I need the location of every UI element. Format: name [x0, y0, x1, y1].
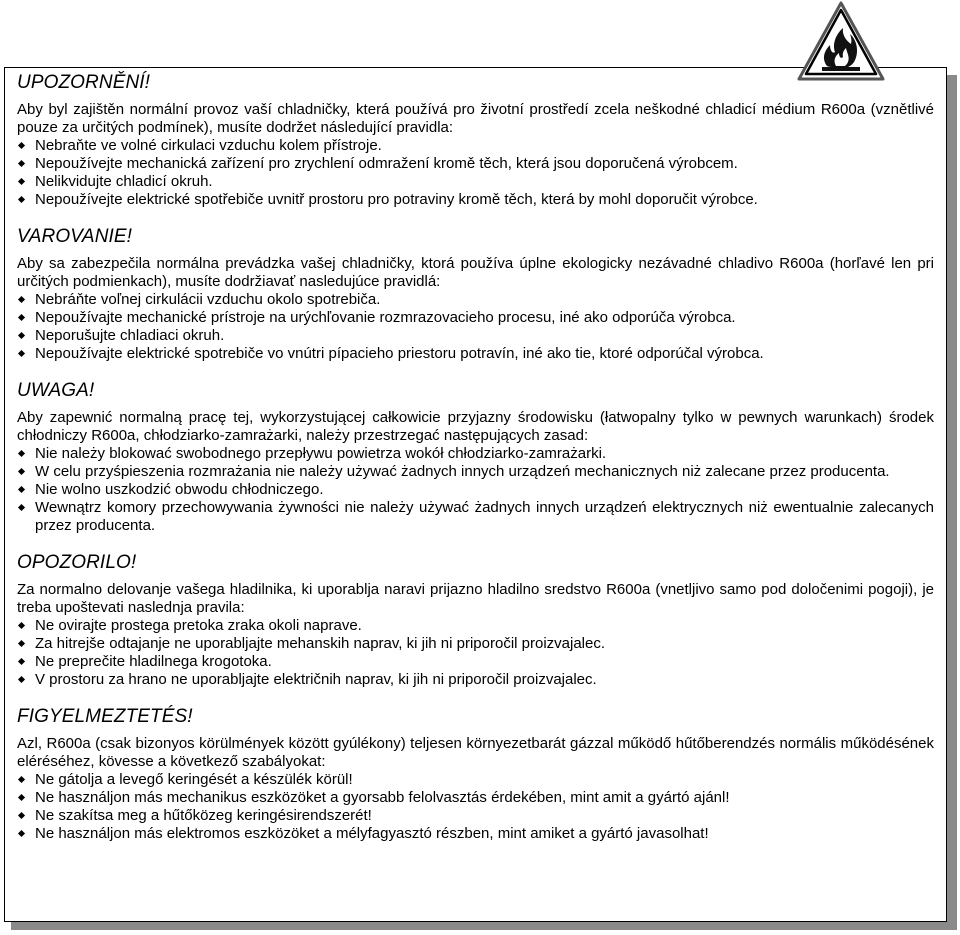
section-slovak: [17, 226, 934, 363]
list-item: Ne használjon más elektromos eszközöket a mélyfagyasztó részben, mint amiket a gyártó javasolhat!: [17, 825, 934, 843]
list-item: Ne szakítsa meg a hűtőközeg keringésirendszerét!: [17, 807, 934, 825]
section-intro: Aby byl zajištěn normální provoz vaší chladničky, která používá pro životní prostředí zcela neškodné chladicí médium R600a (vznětlivé pouze za určitých podmínek), musíte dodržet následující pravidla:: [17, 101, 934, 136]
list-item: Ne preprečite hladilnega krogotoka.: [17, 653, 934, 671]
section-hungarian: [17, 706, 934, 843]
list-item: Nepoužívajte elektrické spotrebiče vo vnútri pípacieho priestoru potravín, iné ako tie, ktoré odporúčal výrobca.: [17, 345, 934, 363]
list-item: Nebráňte voľnej cirkulácii vzduchu okolo spotrebiča.: [17, 291, 934, 309]
section-intro: Azl, R600a (csak bizonyos körülmények között gyúlékony) teljesen környezetbarát gázzal működő hűtőberendzés normális működésének eléréséhez, kövesse a következő szabályokat:: [17, 735, 934, 770]
rule-list: [17, 137, 934, 209]
flammable-warning-icon: [796, 0, 886, 82]
list-item: Ne használjon más mechanikus eszközöket a gyorsabb felolvasztás érdekében, mint amit a gyártó ajánl!: [17, 789, 934, 807]
list-item: Nepoužívejte elektrické spotřebiče uvnitř prostoru pro potraviny kromě těch, která by mohl doporučit výrobce.: [17, 191, 934, 209]
list-item: Wewnątrz komory przechowywania żywności nie należy używać żadnych innych urządzeń elektrycznych niż ewentualnie zalecanych przez producenta.: [17, 499, 934, 535]
list-item: Neporušujte chladiaci okruh.: [17, 327, 934, 345]
section-czech: [17, 72, 934, 209]
section-heading: FIGYELMEZTETÉS!: [17, 706, 193, 727]
rule-list: [17, 771, 934, 843]
list-item: Nepoužívejte mechanická zařízení pro zrychlení odmražení kromě těch, která jsou doporučená výrobcem.: [17, 155, 934, 173]
list-item: Za hitrejše odtajanje ne uporabljajte mehanskih naprav, ki jih ni priporočil proizvajalec.: [17, 635, 934, 653]
list-item: Nepoužívajte mechanické prístroje na urýchľovanie rozmrazovacieho procesu, iné ako odporúča výrobca.: [17, 309, 934, 327]
list-item: Nebraňte ve volné cirkulaci vzduchu kolem přístroje.: [17, 137, 934, 155]
rule-list: [17, 445, 934, 535]
warning-notice-box: [4, 67, 947, 922]
list-item: W celu przyśpieszenia rozmrażania nie należy używać żadnych innych urządzeń mechanicznych niż zalecane przez producenta.: [17, 463, 934, 481]
rule-list: [17, 617, 934, 689]
rule-list: [17, 291, 934, 363]
section-heading: UWAGA!: [17, 380, 95, 401]
section-intro: Aby sa zabezpečila normálna prevádzka vašej chladničky, ktorá používa úplne ekologicky nezávadné chladivo R600a (horľavé len pri určitých podmienkach), musíte dodržiavať nasledujúce pravidlá:: [17, 255, 934, 290]
list-item: Nelikvidujte chladicí okruh.: [17, 173, 934, 191]
list-item: Ne ovirajte prostega pretoka zraka okoli naprave.: [17, 617, 934, 635]
section-heading: UPOZORNĚNÍ!: [17, 72, 151, 93]
section-intro: Aby zapewnić normalną pracę tej, wykorzystującej całkowicie przyjazny środowisku (łatwopalny tylko w pewnych warunkach) środek chłodniczy R600a, chłodziarko-zamrażarki, należy przestrzegać następujących zasad:: [17, 409, 934, 444]
section-heading: OPOZORILO!: [17, 552, 137, 573]
list-item: Nie należy blokować swobodnego przepływu powietrza wokół chłodziarko-zamrażarki.: [17, 445, 934, 463]
section-heading: VAROVANIE!: [17, 226, 133, 247]
list-item: Nie wolno uszkodzić obwodu chłodniczego.: [17, 481, 934, 499]
list-item: V prostoru za hrano ne uporabljajte električnih naprav, ki jih ni priporočil proizvajalec.: [17, 671, 934, 689]
section-slovenian: [17, 552, 934, 689]
section-polish: [17, 380, 934, 535]
section-intro: Za normalno delovanje vašega hladilnika, ki uporablja naravi prijazno hladilno sredstvo R600a (vnetljivo samo pod določenimi pogoji), je treba upoštevati naslednja pravila:: [17, 581, 934, 616]
list-item: Ne gátolja a levegő keringését a készülék körül!: [17, 771, 934, 789]
